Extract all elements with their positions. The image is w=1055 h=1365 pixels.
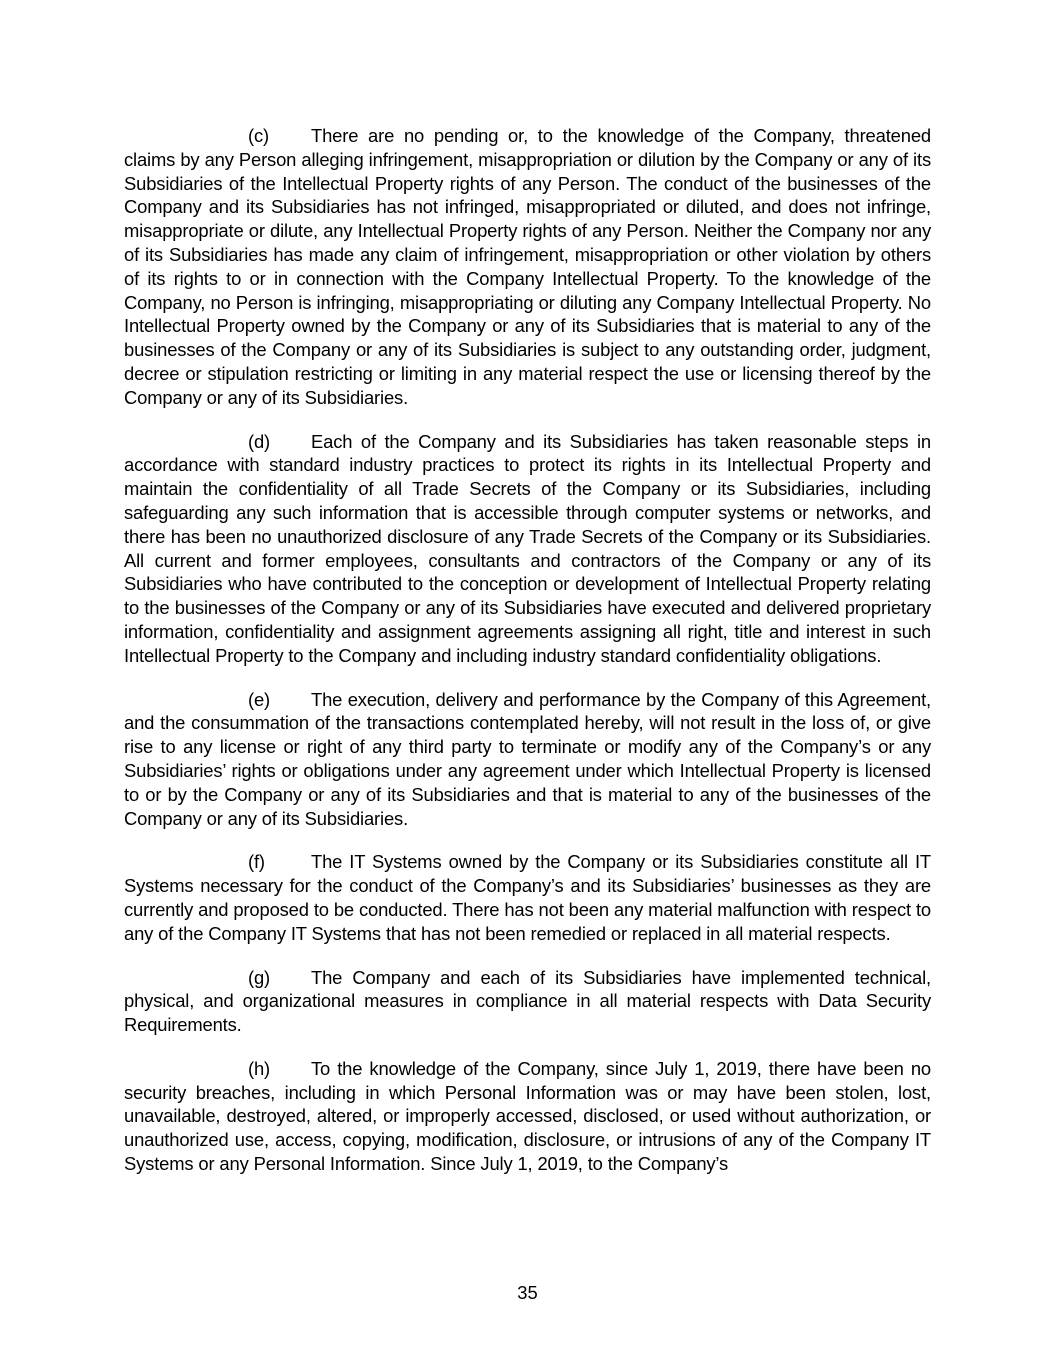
paragraph-text: To the knowledge of the Company, since July 1, 2019, there have been no security breaches, including in which Personal Information was or may have been stolen, lost, unavailable, destroyed, altered, or improperly accessed, disclosed, or used without authorization, or unauthorized use, access, copying, modification, disclosure, or intrusions of any of the Company IT Systems or any Personal Information. Since July 1, 2019, to the Company’s (124, 1057, 931, 1175)
paragraph-text: The IT Systems owned by the Company or its Subsidiaries constitute all IT Systems necessary for the conduct of the Company’s and its Subsidiaries’ businesses as they are currently and proposed to be conducted. There has not been any material malfunction with respect to any of the Company IT Systems that has not been remedied or replaced in all material respects. (124, 851, 931, 944)
paragraph-label: (e) (248, 688, 271, 710)
page-number: 35 (517, 1282, 538, 1303)
paragraph-e (124, 688, 931, 831)
paragraph-g (124, 966, 931, 1037)
paragraph-label: (c) (248, 125, 269, 146)
paragraph-label: (f) (248, 851, 265, 873)
paragraph-label: (h) (248, 1057, 271, 1079)
paragraph-c (124, 124, 931, 410)
paragraph-d (124, 430, 931, 668)
paragraph-label: (g) (248, 966, 271, 988)
document-body (124, 124, 931, 1196)
paragraph-label: (d) (248, 430, 271, 452)
paragraph-text: The execution, delivery and performance by the Company of this Agreement, and the consummation of the transactions contemplated hereby, will not result in the loss of, or give rise to any license or right of any third party to terminate or modify any of the Company’s or any Subsidiaries’ rights or obligations under any agreement under which Intellectual Property is licensed to or by the Company or any of its Subsidiaries and that is material to any of the businesses of the Company or any of its Subsidiaries. (124, 688, 931, 829)
paragraph-text: Each of the Company and its Subsidiaries has taken reasonable steps in accordance with standard industry practices to protect its rights in its Intellectual Property and maintain the confidentiality of all Trade Secrets of the Company or its Subsidiaries, including safeguarding any such information that is accessible through computer systems or networks, and there has been no unauthorized disclosure of any Trade Secrets of the Company or its Subsidiaries. All current and former employees, consultants and contractors of the Company or any of its Subsidiaries who have contributed to the conception or development of Intellectual Property relating to the businesses of the Company or any of its Subsidiaries have executed and delivered proprietary information, confidentiality and assignment agreements assigning all right, title and interest in such Intellectual Property to the Company and including industry standard confidentiality obligations. (124, 430, 931, 666)
paragraph-text: The Company and each of its Subsidiaries have implemented technical, physical, and organizational measures in compliance in all material respects with Data Security Requirements. (124, 966, 931, 1036)
paragraph-h (124, 1057, 931, 1176)
paragraph-text: There are no pending or, to the knowledge of the Company, threatened claims by any Person alleging infringement, misappropriation or dilution by the Company or any of its Subsidiaries of the Intellectual Property rights of any Person. The conduct of the businesses of the Company and its Subsidiaries has not infringed, misappropriated or diluted, and does not infringe, misappropriate or dilute, any Intellectual Property rights of any Person. Neither the Company nor any of its Subsidiaries has made any claim of infringement, misappropriation or other violation by others of its rights to or in connection with the Company Intellectual Property. To the knowledge of the Company, no Person is infringing, misappropriating or diluting any Company Intellectual Property. No Intellectual Property owned by the Company or any of its Subsidiaries that is material to any of the businesses of the Company or any of its Subsidiaries is subject to any outstanding order, judgment, decree or stipulation restricting or limiting in any material respect the use or licensing thereof by the Company or any of its Subsidiaries. (124, 125, 931, 408)
paragraph-f (124, 850, 931, 945)
